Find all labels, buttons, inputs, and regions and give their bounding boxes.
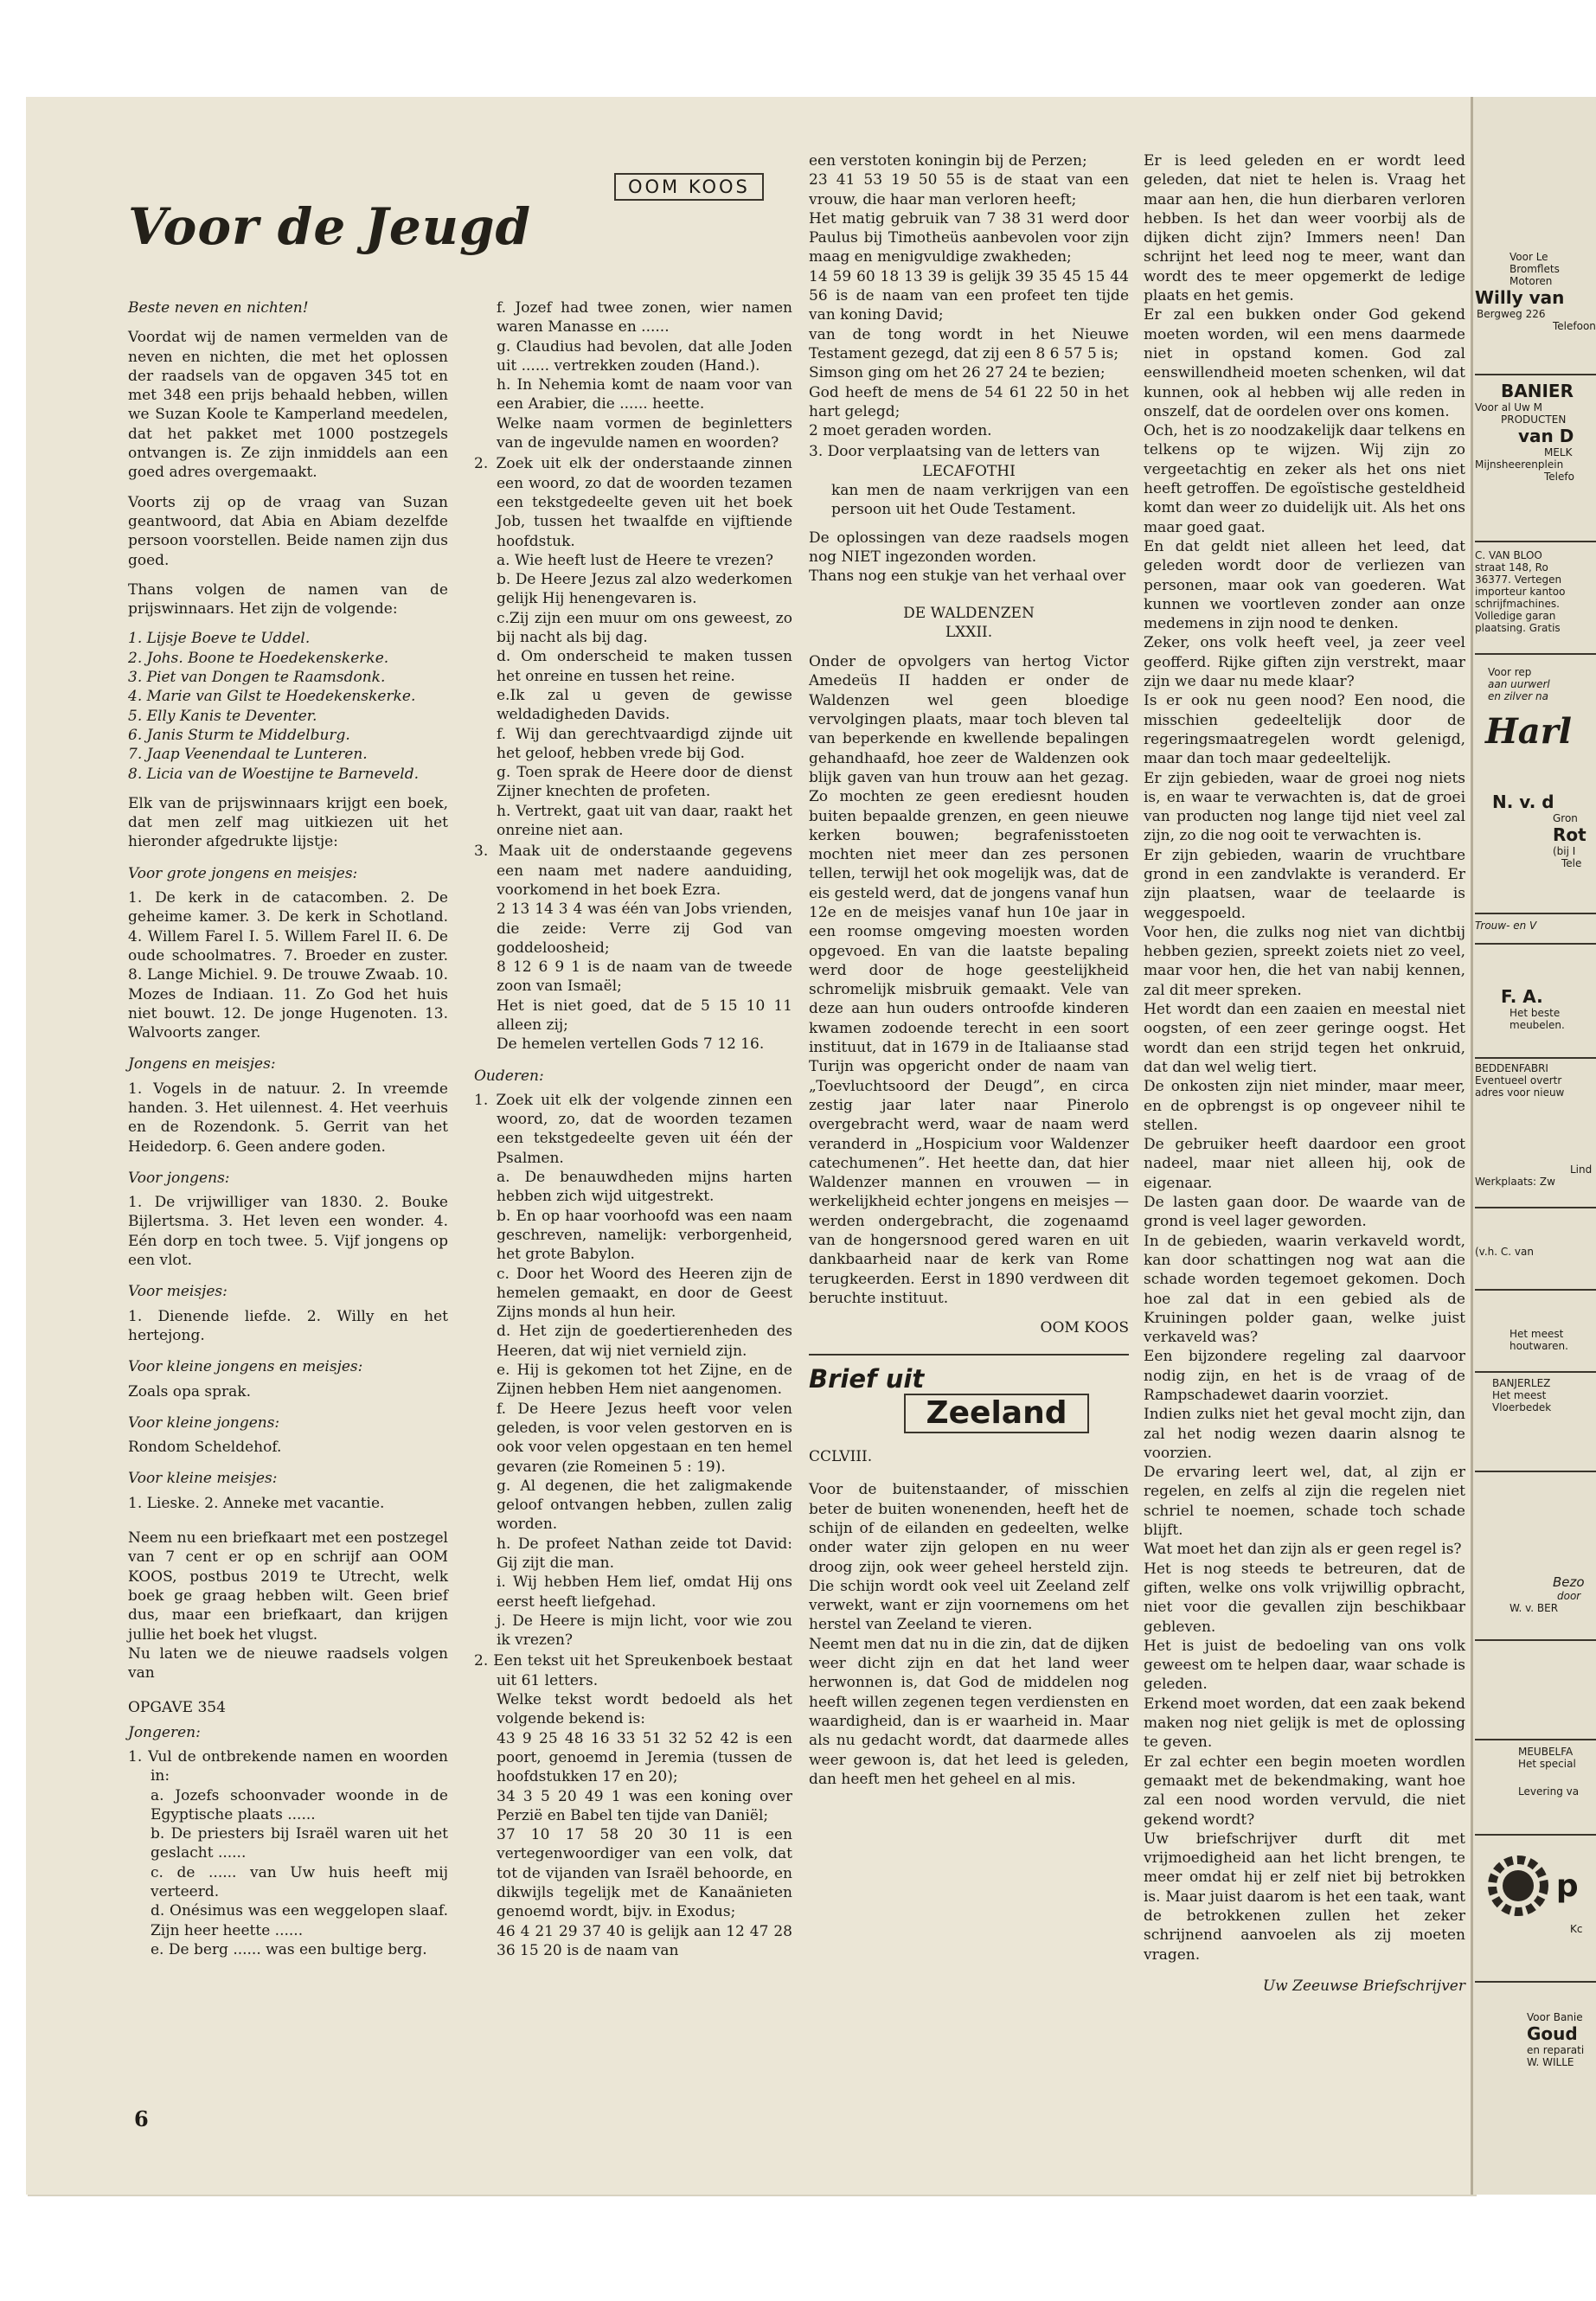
ad-block: Voor rep aan uurwerl en zilver na Harl [1485,666,1572,752]
paragraph: Er zal echter een begin moeten wordlen gemaakt met de bekendmaking, want hoe zal een nood worden vervuld, die niet gekend wordt? [1144,1753,1465,1829]
question-item: c. Door het Woord des Heeren zijn de hemelen gemaakt, en door de Geest Zijns monds al hun heir. [497,1265,792,1322]
question-item: d. Het zijn de goedertierenheden des Heeren, dat wij niet vernield zijn. [497,1323,792,1360]
ad-block: Trouw- en V [1475,920,1537,932]
section-heading: Voor kleine jongens en meisjes: [128,1358,363,1376]
paragraph: De lasten gaan door. De waarde van de grond is veel lager geworden. [1144,1194,1465,1231]
ad-block: Lind Werkplaats: Zw [1475,1163,1593,1188]
question-item: h. In Nehemia komt de naam voor van een Arabier, die ...... heette. [497,376,792,413]
paragraph: In de gebieden, waarin verkaveld wordt, kan door schattingen nog wat aan die schade worden tegemoet gekomen. Doch hoe zal dat in een gebied als de Kruiningen polder gaan, welke juist verkaveld was? [1144,1232,1465,1347]
paragraph: Is er ook nu geen nood? Een nood, die misschien gedeeltelijk door de regeringsmaatregelen wordt gelenigd, maar dan toch maar gedeeltelijk. [1144,692,1465,768]
paragraph: Voorts zij op de vraag van Suzan geantwoord, dat Abia en Abiam dezelfde persoon voorstellen. Beide namen zijn dus goed. [128,493,448,569]
question-item: 2 13 14 3 4 was één van Jobs vrienden, die zeide: Verre zij God van goddeloosheid; [497,901,792,957]
ad-block: N. v. d Gron Rot (bij I Tele [1492,792,1586,869]
question-item: 43 9 25 48 16 33 51 32 52 42 is een poort, genoemd in Jeremia (tussen de hoofdstukken 17 en 20); [497,1729,792,1786]
ad-block: Bezo door W. v. BER [1509,1574,1585,1614]
winner: 1. Lijsje Boeve te Uddel. [128,630,311,648]
book-list: 1. Lieske. 2. Anneke met vacantie. [128,1494,385,1512]
question: 3. Maak uit de onderstaande gegevens een naam met nadere aanduiding, voorkomend in het boek Ezra. [474,843,792,899]
brief-title: Brief uit [809,1363,925,1394]
ad-block: F. A. Het beste meubelen. [1501,986,1565,1031]
question: 3. Door verplaatsing van de letters van [809,443,1100,461]
page-number: 6 [134,2106,149,2131]
paragraph: Elk van de prijswinnaars krijgt een boek, dat men zelf mag uitkiezen uit het hieronder afgedrukte lijstje: [128,794,448,851]
question-item: 34 3 5 20 49 1 was een koning over Perzië en Babel ten tijde van Daniël; [497,1787,792,1824]
question-item: kan men de naam verkrijgen van een persoon uit het Oude Testament. [831,482,1129,519]
winner: 3. Piet van Dongen te Raamsdonk. [128,669,386,687]
paragraph: Voordat wij de namen vermelden van de neven en nichten, die met het oplossen der raadsels van de opgaven 345 tot en met 348 een prijs behaald hebben, willen we Suzan Koole te Kamperland meedelen, dat het pakket met 1000 postzegels ontvangen is. Ze zijn inmiddels aan een goed adres overgemaakt. [128,329,448,482]
paragraph: De oplossingen van deze raadsels mogen nog NIET ingezonden worden. [809,529,1129,566]
clue: van de tong wordt in het Nieuwe Testament gezegd, dat zij een 8 6 57 5 is; [809,325,1129,362]
ad-block: Voor Le Bromflets Motoren Willy van Bergweg 226 Telefoon [1475,251,1596,332]
ad-divider [1475,943,1596,945]
paragraph: Neemt men dat nu in die zin, dat de dijken weer dicht zijn en dat het land weer herwonnen is, dat God de middelen nog heeft willen zegenen tegen verdiensten en waardigheid, dan is er waarheid in. Maar als nu gedacht wordt, dat daarmede alles weer gewoon is, dat het leed is geleden, dan heeft men het geheel en al mis. [809,1635,1129,1788]
question-item: b. En op haar voorhoofd was een naam geschreven, namelijk: verborgenheid, het grote Babylon. [497,1207,792,1264]
ad-divider [1475,1981,1596,1983]
section-heading: Jongeren: [128,1723,201,1741]
question-items [474,1690,792,1960]
ad-divider [1475,1471,1596,1472]
book-list: 1. Vogels in de natuur. 2. In vreemde handen. 3. Het uilennest. 4. Het veerhuis en de Rozendonk. 5. Gerrit van het Heidedorp. 6. Geen andere goden. [128,1080,448,1156]
ad-divider [1475,541,1596,542]
column-2 [474,298,792,1960]
page-title: Voor de Jeugd [128,197,532,256]
paragraph: Zeker, ons volk heeft veel, ja zeer veel geofferd. Rijke giften zijn verstrekt, maar zijn we daar nu mede klaar? [1144,634,1465,691]
ad-divider [1475,374,1596,375]
question-item: f. De Heere Jezus heeft voor velen geleden, is voor velen gestorven en is ook voor velen opgestaan en ten hemel gevaren (zie Romeinen 5 : 19). [497,1400,792,1476]
book-list: 1. De kerk in de catacomben. 2. De geheime kamer. 3. De kerk in Schotland. 4. Willem Farel I. 5. Willem Farel II. 6. De oude schoolmatres. 7. Broeder en zuster. 8. Lange Michiel. 9. De trouwe Zwaab. 10. Mozes de Indiaan. 11. Zo God het huis niet bouwt. 12. De jonge Hugenoten. 13. Walvoorts zanger. [128,889,448,1042]
paragraph: En dat geldt niet alleen het leed, dat geleden wordt door de verliezen van personen, maar ook van goederen. Wat kunnen we voortleven zonder aan onze medemens in zijn nood te denken. [1144,537,1465,633]
paragraph: Er zijn gebieden, waarin de vruchtbare grond in een zandvlakte is veranderd. Er zijn plaatsen, waar de teelaarde is weggespoeld. [1144,846,1465,922]
winners-list [128,629,448,783]
anagram: LECAFOTHI [922,462,1016,480]
paragraph: De onkosten zijn niet minder, maar meer, en de opbrengst is op ongeveer nihil te stellen. [1144,1078,1465,1134]
column-3 [809,151,1129,1799]
question-item: De hemelen vertellen Gods 7 12 16. [497,1035,765,1054]
ad-divider [1475,1057,1596,1059]
question-item: a. Wie heeft lust de Heere te vrezen? [497,551,774,569]
clue: Het matig gebruik van 7 38 31 werd door Paulus bij Timotheüs aanbevolen voor zijn maag en menigvuldige zwakheden; [809,209,1129,266]
paragraph: Nu laten we de nieuwe raadsels volgen van [128,1644,448,1682]
ad-divider [1475,1289,1596,1291]
winner: 2. Johs. Boone te Hoedekenskerke. [128,649,389,667]
question-item: g. Claudius had bevolen, dat alle Joden uit ...... vertrekken zouden (Hand.). [497,337,792,375]
question-item: e. Hij is gekomen tot het Zijne, en de Zijnen hebben Hem niet aangenomen. [497,1362,792,1399]
ad-block: Voor Banie Goud en reparati W. WILLE [1527,2011,1585,2068]
ad-divider [1475,1207,1596,1208]
ad-divider [1475,1371,1596,1373]
ad-block: C. VAN BLOO straat 148, Ro 36377. Vertegen importeur kantoo schrijfmachines. Volledige garan plaatsing. Gratis [1475,549,1566,634]
question: 1. Zoek uit elk der volgende zinnen een woord, zo, dat de woorden tezamen een tekstgedeelte geven uit één der Psalmen. [474,1091,792,1167]
column-4 [1144,151,1465,1996]
question-items [474,298,792,452]
question-item: a. Jozefs schoonvader woonde in de Egyptische plaats ...... [151,1786,448,1823]
question-item: Welke tekst wordt bedoeld als het volgende bekend is: [497,1691,792,1728]
question-item: c. de ...... van Uw huis heeft mij verteerd. [151,1863,448,1901]
clue: 14 59 60 18 13 39 is gelijk 39 35 45 15 44 56 is de naam van een profeet ten tijde van koning David; [809,267,1129,324]
book-list: Rondom Scheldehof. [128,1439,282,1457]
question-item: j. De Heere is mijn licht, voor wie zou ik vrezen? [497,1612,792,1650]
clue: 2 moet geraden worden. [809,422,992,440]
question-item: Welke naam vormen de beginletters van de ingevulde namen en woorden? [497,414,792,452]
paragraph: Voor hen, die zulks nog niet van dichtbij hebben gezien, spreekt zoiets niet zo veel, maar voor hen, die het van nabij kennen, zal dit meer spreken. [1144,923,1465,999]
paragraph: Er is leed geleden en er wordt leed geleden, dat niet te helen is. Vraag het maar aan hen, die hun dierbaren verloren hebben. Is het dan weer voorbij als de dijken dicht zijn? Immers neen! Dan schrijnt het leed nog te meer, want dan wordt des te meer opgemerkt de ledige plaats en het gemis. [1144,152,1465,305]
paragraph: Het wordt dan een zaaien en meestal niet oogsten, of een zeer geringe oogst. Het wordt dan een strijd tegen het onkruid, dat dan wel welig tiert. [1144,1001,1465,1076]
story-number: LXXII. [945,623,993,641]
ad-divider [1475,1739,1596,1740]
winner: 5. Elly Kanis te Deventer. [128,707,317,725]
question: 2. Een tekst uit het Spreukenboek bestaat uit 61 letters. [474,1652,792,1689]
greeting: Beste neven en nichten! [128,299,309,317]
section-heading: Voor jongens: [128,1169,230,1187]
question-item: g. Toen sprak de Heere door de dienst Zijner knechten de profeten. [497,764,792,801]
signature: OOM KOOS [1040,1319,1129,1337]
question-item: 8 12 6 9 1 is de naam van de tweede zoon van Ismaël; [497,958,792,996]
ad-block: BEDDENFABRI Eventueel overtr adres voor nieuw [1475,1062,1565,1099]
book-list: Zoals opa sprak. [128,1382,251,1400]
clue: God heeft de mens de 54 61 22 50 in het hart gelegd; [809,383,1129,420]
question-item: d. Om onderscheid te maken tussen het onreine en tussen het reine. [497,648,792,685]
ad-divider [1475,1639,1596,1641]
ad-divider [1475,913,1596,914]
question-item: 46 4 21 29 37 40 is gelijk aan 12 47 28 36 15 20 is de naam van [497,1922,792,1959]
question-item: f. Jozef had twee zonen, wier namen waren Manasse en ...... [497,299,792,336]
ad-block: MEUBELFA Het special Levering va [1518,1746,1580,1798]
ad-block: BANJERLEZ Het meest Vloerbedek [1492,1377,1552,1413]
brief-number: CCLVIII. [809,1448,873,1466]
paragraph: Wat moet het dan zijn als er geen regel is? [1144,1541,1462,1559]
question-item: e. De berg ...... was een bultige berg. [151,1940,427,1958]
question: 2. Zoek uit elk der onderstaande zinnen een woord, zo dat de woorden tezamen een tekstgedeelte geven uit het boek Job, tussen het twaalfde en vijftiende hoofdstuk. [474,455,792,550]
question-item: c.Zij zijn een muur om ons geweest, zo bij nacht als bij dag. [497,609,792,647]
paragraph: Uw briefschrijver durft dit met vrijmoedigheid aan het licht brengen, te meer omdat hij er zelf niet bij betrokken is. Maar juist daarom is het een taak, want de betrokkenen zullen het zeker schrijnend aanvoelen als zij moeten vragen. [1144,1830,1465,1964]
clue: 23 41 53 19 50 55 is de staat van een vrouw, die haar man verloren heeft; [809,171,1129,208]
paragraph: Erkend moet worden, dat een zaak bekend maken nog niet gelijk is met de oplossing te geven. [1144,1695,1465,1752]
question-item: b. De priesters bij Israël waren uit het geslacht ...... [151,1825,448,1862]
signature: Uw Zeeuwse Briefschrijver [1262,1977,1465,1995]
gear-logo-icon [1484,1851,1553,1920]
section-heading: Voor meisjes: [128,1283,228,1301]
winner: 4. Marie van Gilst te Hoedekenskerke. [128,688,416,706]
question-items [474,551,792,840]
book-list: 1. Dienende liefde. 2. Willy en het hertejong. [128,1307,448,1344]
winner: 7. Jaap Veenendaal te Lunteren. [128,746,368,764]
question-items [474,1168,792,1650]
question-item: b. De Heere Jezus zal alzo wederkomen gelijk Hij henengevaren is. [497,571,792,608]
question-item: e.Ik zal u geven de gewisse weldadigheden Davids. [497,686,792,724]
section-heading: Voor kleine meisjes: [128,1470,278,1488]
paragraph: De gebruiker heeft daardoor een groot nadeel, maar niet alleen hij, ook de eigenaar. [1144,1136,1465,1192]
question-item: h. De profeet Nathan zeide tot David: Gij zijt die man. [497,1535,792,1572]
oom-koos-box: OOM KOOS [614,173,764,201]
question-item: 37 10 17 58 20 30 11 is een vertegenwoordiger van een volk, dat tot de vijanden van Israël behoorde, en dikwijls tegelijk met de Kanaänieten genoemd wordt, bijv. in Exodus; [497,1826,792,1921]
paragraph: Een bijzondere regeling zal daarvoor nodig zijn, en het is de vraag of de Rampschadewet daarin voorziet. [1144,1348,1465,1404]
paragraph: De ervaring leert wel, dat, al zijn er regelen, en zelfs al zijn die regelen niet schriel te noemen, schade toch schade blijft. [1144,1464,1465,1540]
question-item: h. Vertrekt, gaat uit van daar, raakt het onreine niet aan. [497,802,792,840]
ad-block: (v.h. C. van [1475,1246,1534,1258]
book-list: 1. De vrijwilliger van 1830. 2. Bouke Bijlertsma. 3. Het leven een wonder. 4. Eén dorp en toch twee. 5. Vijf jongens op een vlot. [128,1194,448,1270]
paragraph: Indien zulks niet het geval mocht zijn, dan zal het nodig wezen daarin alsnog te voorzien. [1144,1406,1465,1462]
column-1 [128,298,448,1959]
section-heading: Voor kleine jongens: [128,1413,280,1432]
winner: 6. Janis Sturm te Middelburg. [128,726,350,744]
question-item: d. Onésimus was een weggelopen slaaf. Zijn heer heette ...... [151,1902,448,1939]
zeeland-box: Zeeland [904,1394,1089,1433]
paragraph: Het is nog steeds te betreuren, dat de giften, welke ons volk vrijwillig opbracht, niet voor die gevallen zijn beschikbaar gebleven. [1144,1560,1465,1636]
ad-divider [1475,653,1596,655]
winner: 8. Licia van de Woestijne te Barneveld. [128,765,420,783]
question-items [128,1786,448,1960]
ad-block: p Kc [1475,1851,1582,1935]
ad-block: Het meest houtwaren. [1509,1328,1568,1352]
question-item: a. De benauwdheden mijns harten hebben zich wijd uitgestrekt. [497,1169,792,1206]
question-item: Het is niet goed, dat de 5 15 10 11 alleen zij; [497,997,792,1034]
ad-block: BANIER Voor al Uw M PRODUCTEN van D MELK Mijnsheerenplein Telefo [1475,381,1574,483]
section-heading: Voor grote jongens en meisjes: [128,864,358,882]
story-title: DE WALDENZEN [903,604,1035,622]
question: 1. Vul de ontbrekende namen en woorden in: [128,1748,448,1785]
story-text: Onder de opvolgers van hertog Victor Amedeüs II hadden er onder de Waldenzen wel geen bloedige vervolgingen plaats, maar toch bleven tal van beperkende en kwellende bepalingen gehandhaafd, hoe zeer de Waldenzen ook blijk gaven van hun trouw aan het gezag. Zo mochten ze geen erediesnt houden buiten bepaalde grenzen, en geen nieuwe kerken bouwen; begrafenisstoeten mochten niet meer dan zes personen tellen, terwijl het ook mogelijk was, dat de eis gesteld werd, dat de jongens vanaf hun 12e en de meisjes vanaf hun 10e jaar in een roomse omgeving moesten worden opgevoed. En van die laatste bepaling werd door de hoge geestelijkheid schromelijk misbruik gemaakt. Vele van deze aan hun ouders ontroofde kinderen kwamen zodoende terecht in een soort instituut, dat in 1679 in de Italiaanse stad Turijn was opgericht onder de naam van „Toevluchtsoord der Deugd”, en circa zestig jaar later naar Pinerolo overgebracht werd, waar de naam werd veranderd in „Hospicium voor Waldenzer catechumenen”. Het heette dan, dat hier Waldenzer mannen en vrouwen — in werkelijkheid echter jongens en meisjes — werden ondergebracht, die zogenaamd van de hongersnood gered waren en uit dankbaarheid naar de kerk van Rome terugkeerden. Eerst in 1890 verdween dit beruchte instituut. [809,653,1129,1307]
question-items [474,900,792,1054]
question-item: g. Al degenen, die het zaligmakende geloof ontvangen hebben, zullen zalig worden. [497,1477,792,1534]
paragraph: Het is juist de bedoeling van ons volk geweest om te helpen daar, waar schade is geleden. [1144,1637,1465,1694]
divider [809,1354,1129,1356]
question-item: f. Wij dan gerechtvaardigd zijnde uit het geloof, hebben vrede bij God. [497,725,792,762]
section-heading: Ouderen: [474,1067,544,1085]
paragraph: Thans volgen de namen van de prijswinnaars. Het zijn de volgende: [128,580,448,619]
clue: een verstoten koningin bij de Perzen; [809,152,1087,170]
clue: Simson ging om het 26 27 24 te bezien; [809,364,1106,382]
section-heading: Jongens en meisjes: [128,1055,276,1074]
paragraph: Och, het is zo noodzakelijk daar telkens en telkens op te wijzen. Wij zijn zo vergeetachtig en zeker als het ons niet heeft getroffen. De egoïstische gesteldheid komt dan weer zo duidelijk uit. Als het ons maar goed gaat. [1144,422,1465,536]
paragraph: Neem nu een briefkaart met een postzegel van 7 cent er op en schrijf aan OOM KOOS, postbus 2019 te Utrecht, welk boek ge graag hebben wilt. Geen brief dus, maar een briefkaart, dan krijgen jullie het boek het vlugst. [128,1529,448,1644]
opgave-heading: OPGAVE 354 [128,1699,226,1717]
paragraph: Thans nog een stukje van het verhaal over [809,567,1126,586]
paragraph: Er zijn gebieden, waar de groei nog niets is, en waar te verwachten is, dat de groei van producten nog lange tijd niet veel zal zijn, zo die nog ooit te verwachten is. [1144,769,1465,845]
paragraph: Er zal een bukken onder God gekend moeten worden, wil een mens daarmede niet in opstand komen. God zal eenswillendheid moeten schenken, wil dat kunnen, ook al hebben wij alle reden in onszelf, dat de oordelen over ons komen. [1144,306,1465,420]
ad-divider [1475,1834,1596,1836]
question-item: i. Wij hebben Hem lief, omdat Hij ons eerst heeft liefgehad. [497,1574,792,1611]
paragraph: Voor de buitenstaander, of misschien beter de buiten wonenenden, heeft het de schijn of de eilanden en gedeelten, welke onder water zijn gelopen en nu weer droog zijn, ook weer geheel hersteld zijn. Die schijn wordt ook veel uit Zeeland zelf verwekt, want er zijn voornemens om het herstel van Zeeland te vieren. [809,1481,1129,1634]
